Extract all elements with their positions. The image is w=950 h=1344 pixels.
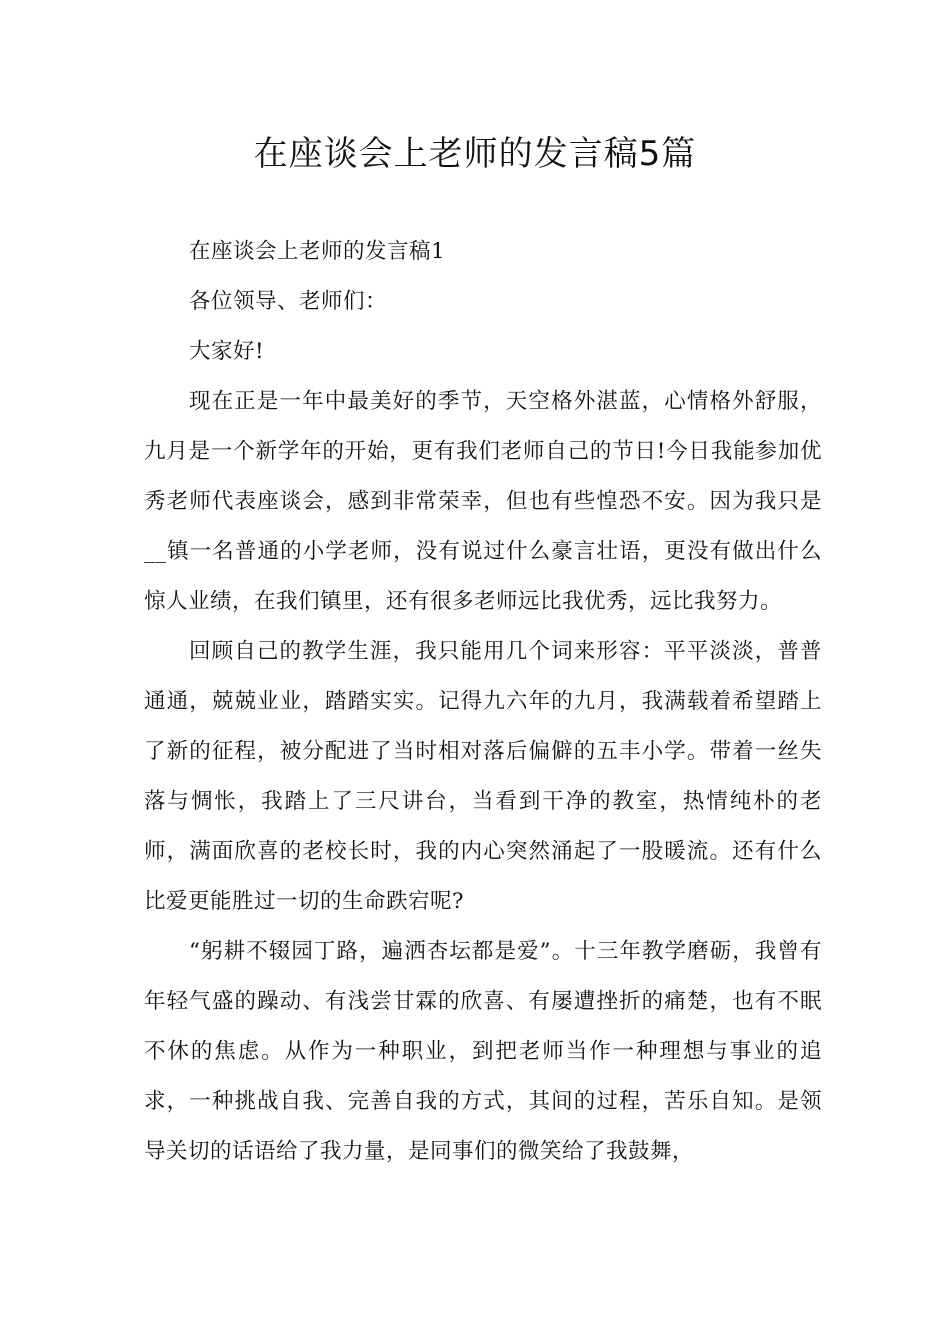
body-paragraph: 现在正是一年中最美好的季节，天空格外湛蓝，心情格外舒服，九月是一个新学年的开始，更有我们老师自己的节日!今日我能参加优秀老师代表座谈会，感到非常荣幸，但也有些惶恐不安。因为我只是__镇一名普通的小学老师，没有说过什么豪言壮语，更没有做出什么惊人业绩，在我们镇里，还有很多老师远比我优秀，远比我努力。 <box>144 389 822 614</box>
document-title: 在座谈会上老师的发言稿5篇 <box>253 134 697 174</box>
body-paragraph: “躬耕不辍园丁路，遍洒杏坛都是爱”。十三年教学磨砺，我曾有年轻气盛的躁动、有浅尝甘霖的欣喜、有屡遭挫折的痛楚，也有不眠不休的焦虑。从作为一种职业，到把老师当作一种理想与事业的追求，一种挑战自我、完善自我的方式，其间的过程，苦乐自知。是领导关切的话语给了我力量，是同事们的微笑给了我鼓舞， <box>144 939 822 1164</box>
subtitle-paragraph: 在座谈会上老师的发言稿1 <box>189 239 446 264</box>
document-body <box>144 227 822 1177</box>
greeting-paragraph: 大家好! <box>189 339 265 364</box>
salutation-paragraph: 各位领导、老师们： <box>189 289 388 314</box>
body-paragraph: 回顾自己的教学生涯，我只能用几个词来形容：平平淡淡，普普通通，兢兢业业，踏踏实实。记得九六年的九月，我满载着希望踏上了新的征程，被分配进了当时相对落后偏僻的五丰小学。带着一丝失落与惆怅，我踏上了三尺讲台，当看到干净的教室，热情纯朴的老师，满面欣喜的老校长时，我的内心突然涌起了一股暖流。还有什么比爱更能胜过一切的生命跌宕呢? <box>144 639 822 914</box>
